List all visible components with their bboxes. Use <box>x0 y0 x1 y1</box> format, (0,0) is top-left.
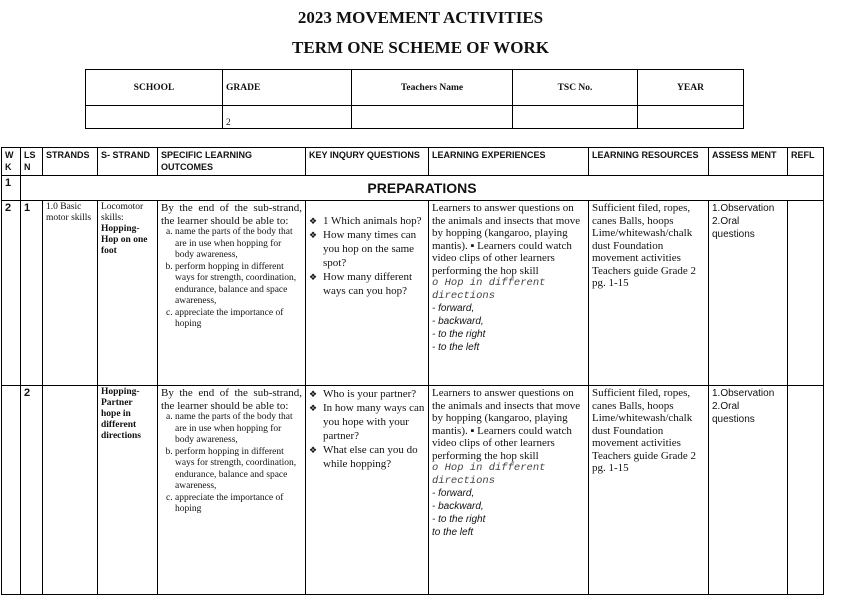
year-header: YEAR <box>638 70 744 106</box>
direction-item: to the left <box>432 527 474 538</box>
outcomes-cell <box>158 201 306 386</box>
question-item: ❖ How many different ways can you hop? <box>309 270 425 298</box>
assessment-item: 2.Oral questions <box>712 216 755 240</box>
outcomes-cell <box>158 386 306 595</box>
col-outcomes: SPECIFIC LEARNING OUTCOMES <box>158 148 306 176</box>
tsc-value[interactable] <box>513 106 638 129</box>
col-resources: LEARNING RESOURCES <box>589 148 709 176</box>
sub-strand-cell <box>98 386 158 595</box>
document-subtitle: TERM ONE SCHEME OF WORK <box>292 38 549 57</box>
strand-cell: 1.0 Basic motor skills <box>43 201 98 386</box>
assessment-item: 1.Observation <box>712 388 775 399</box>
col-questions: KEY INQURY QUESTIONS <box>306 148 429 176</box>
question-item: ❖ Who is your partner? <box>309 387 425 401</box>
question-item: ❖ What else can you do while hopping? <box>309 443 425 471</box>
col-wk: W K <box>2 148 21 176</box>
experience-text: Learners to answer questions on the animals and insects that move by hopping (kangaroo, playing mantis). ▪ Learners could watch video clips of other learners performing the hop skill <box>432 387 581 462</box>
question-item: ❖ In how many ways can you hope with your partner? <box>309 401 425 443</box>
outcome-item: a. name the parts of the body that are in use when hopping for body awareness, <box>175 412 302 447</box>
school-value[interactable] <box>86 106 223 129</box>
prep-week: 1 <box>2 176 21 201</box>
experiences-cell <box>429 201 589 386</box>
sub-strand-cell <box>98 201 158 386</box>
col-reflection: REFL <box>788 148 824 176</box>
assessment-item: 2.Oral questions <box>712 401 755 425</box>
strand-cell <box>43 386 98 595</box>
week-cell: 2 <box>2 201 21 386</box>
assessment-item: 1.Observation <box>712 203 775 214</box>
week-cell <box>2 386 21 595</box>
direction-item: - forward, <box>432 303 475 314</box>
direction-item: - to the right <box>432 329 486 340</box>
lesson-cell: 1 <box>21 201 43 386</box>
col-sub-strand: S- STRAND <box>98 148 158 176</box>
year-value[interactable] <box>638 106 744 129</box>
question-item: ❖ 1 Which animals hop? <box>309 214 425 228</box>
sub-strand-title: Hopping-Partner hope in different directions <box>101 387 141 441</box>
teacher-name-value[interactable] <box>352 106 513 129</box>
direction-item: - to the right <box>432 514 486 525</box>
direction-item: - backward, <box>432 316 484 327</box>
direction-item: - to the left <box>432 342 480 353</box>
outcome-item: c. appreciate the importance of hoping <box>175 308 302 331</box>
outcome-item: c. appreciate the importance of hoping <box>175 493 302 516</box>
question-item: ❖ How many times can you hop on the same spot? <box>309 228 425 270</box>
table-row <box>2 201 824 386</box>
experience-subpoint: o Hop in different directions <box>432 277 546 302</box>
outcome-item: b. perform hopping in different ways for strength, coordination, endurance, balance and space awareness, <box>175 447 302 493</box>
resources-cell: Sufficient filed, ropes, canes Balls, hoops Lime/whitewash/chalk dust Foundation movement activities Teachers guide Grade 2 pg. 1-15 <box>589 386 709 595</box>
scheme-table <box>1 147 824 595</box>
reflection-cell[interactable] <box>788 386 824 595</box>
outcome-item: b. perform hopping in different ways for strength, coordination, endurance, balance and space awareness, <box>175 262 302 308</box>
assessment-cell <box>709 201 788 386</box>
tsc-header: TSC No. <box>513 70 638 106</box>
experiences-cell <box>429 386 589 595</box>
direction-item: - forward, <box>432 488 475 499</box>
document-title: 2023 MOVEMENT ACTIVITIES <box>297 8 544 27</box>
prep-label: PREPARATIONS <box>21 176 824 201</box>
school-header: SCHOOL <box>86 70 223 106</box>
direction-item: - backward, <box>432 501 484 512</box>
table-row <box>2 386 824 595</box>
outcome-item: a. name the parts of the body that are in use when hopping for body awareness, <box>175 227 302 262</box>
resources-cell: Sufficient filed, ropes, canes Balls, hoops Lime/whitewash/chalk dust Foundation movement activities Teachers guide Grade 2 pg. 1-15 <box>589 201 709 386</box>
questions-cell <box>306 386 429 595</box>
col-experiences: LEARNING EXPERIENCES <box>429 148 589 176</box>
outcome-intro: By the end of the sub-strand, the learner should be able to: <box>161 202 302 227</box>
lesson-cell: 2 <box>21 386 43 595</box>
questions-cell <box>306 201 429 386</box>
teacher-name-header: Teachers Name <box>352 70 513 106</box>
header-row <box>2 148 824 176</box>
grade-header: GRADE <box>223 70 352 106</box>
reflection-cell[interactable] <box>788 201 824 386</box>
experience-text: Learners to answer questions on the animals and insects that move by hopping (kangaroo, playing mantis). ▪ Learners could watch video clips of other learners performing the hop skill <box>432 202 581 277</box>
preparations-row <box>2 176 824 201</box>
sub-strand-label: Locomotor skills: <box>101 202 144 223</box>
sub-strand-title: Hopping- Hop on one foot <box>101 224 148 256</box>
outcome-intro: By the end of the sub-strand, the learner should be able to: <box>161 387 302 412</box>
col-strands: STRANDS <box>43 148 98 176</box>
info-table <box>85 69 744 129</box>
assessment-cell <box>709 386 788 595</box>
experience-subpoint: o Hop in different directions <box>432 462 546 487</box>
col-assessment: ASSESS MENT <box>709 148 788 176</box>
col-lsn: LS N <box>21 148 43 176</box>
grade-value[interactable]: 2 <box>223 106 352 129</box>
